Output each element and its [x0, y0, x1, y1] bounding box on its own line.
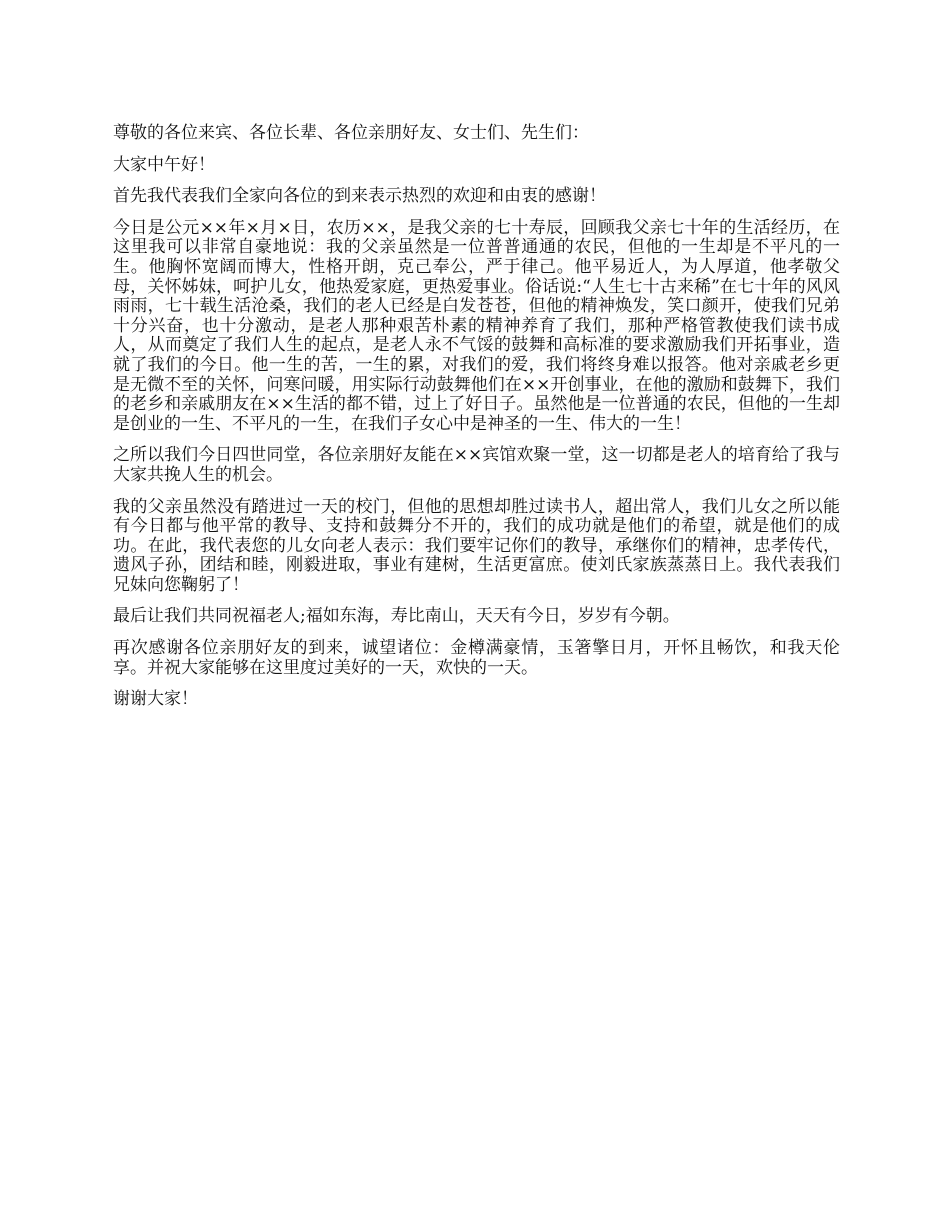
greeting-paragraph: 大家中午好！ — [113, 154, 215, 175]
closing-thanks-paragraph: 再次感谢各位亲朋好友的到来，诚望诸位：金樽满豪情，玉箸擎日月，开怀且畅饮，和我天伦享。并祝大家能够在这里度过美好的一天，欢快的一天。 — [113, 638, 840, 678]
father-tribute-paragraph: 今日是公元××年×月×日，农历××，是我父亲的七十寿辰，回顾我父亲七十年的生活经历，在这里我可以非常自豪地说：我的父亲虽然是一位普普通通的农民，但他的一生却是不平凡的一生。他胸怀宽阔而博大，性格开朗，克己奉公，严于律己。他平易近人，为人厚道，他孝敬父母，关怀姊妹，呵护儿女，他热爱家庭，更热爱事业。俗话说:“人生七十古来稀”在七十年的风风雨雨，七十载生活沧桑，我们的老人已经是白发苍苍，但他的精神焕发，笑口颜开，使我们兄弟十分兴奋，也十分激动，是老人那种艰苦朴素的精神养育了我们，那种严格管教使我们读书成人，从而奠定了我们人生的起点，是老人永不气馁的鼓舞和高标准的要求激励我们开拓事业，造就了我们的今日。他一生的苦，一生的累，对我们的爱，我们将终身难以报答。他对亲戚老乡更是无微不至的关怀，问寒问暖，用实际行动鼓舞他们在××开创事业，在他的激励和鼓舞下，我们的老乡和亲戚朋友在××生活的都不错，过上了好日子。虽然他是一位普通的农民，但他的一生却是创业的一生、不平凡的一生，在我们子女心中是神圣的一生、伟大的一生！ — [113, 217, 840, 434]
blessing-paragraph: 最后让我们共同祝福老人;福如东海，寿比南山，天天有今日，岁岁有今朝。 — [113, 606, 680, 627]
welcome-paragraph: 首先我代表我们全家向各位的到来表示热烈的欢迎和由衷的感谢！ — [113, 186, 606, 207]
salutation-paragraph: 尊敬的各位来宾、各位长辈、各位亲朋好友、女士们、先生们： — [113, 123, 589, 143]
document-body — [113, 124, 840, 722]
final-thanks-paragraph: 谢谢大家！ — [113, 689, 198, 710]
four-generations-paragraph: 之所以我们今日四世同堂，各位亲朋好友能在××宾馆欢聚一堂，这一切都是老人的培育给了我与大家共挽人生的机会。 — [113, 445, 840, 485]
gratitude-paragraph: 我的父亲虽然没有踏进过一天的校门，但他的思想却胜过读书人，超出常人，我们儿女之所以能有今日都与他平常的教导、支持和鼓舞分不开的，我们的成功就是他们的希望，就是他们的成功。在此，我代表您的儿女向老人表示：我们要牢记你们的教导，承继你们的精神，忠孝传代，遗风子孙，团结和睦，刚毅进取，事业有建树，生活更富庶。使刘氏家族蒸蒸日上。我代表我们兄妹向您鞠躬了！ — [113, 496, 840, 595]
